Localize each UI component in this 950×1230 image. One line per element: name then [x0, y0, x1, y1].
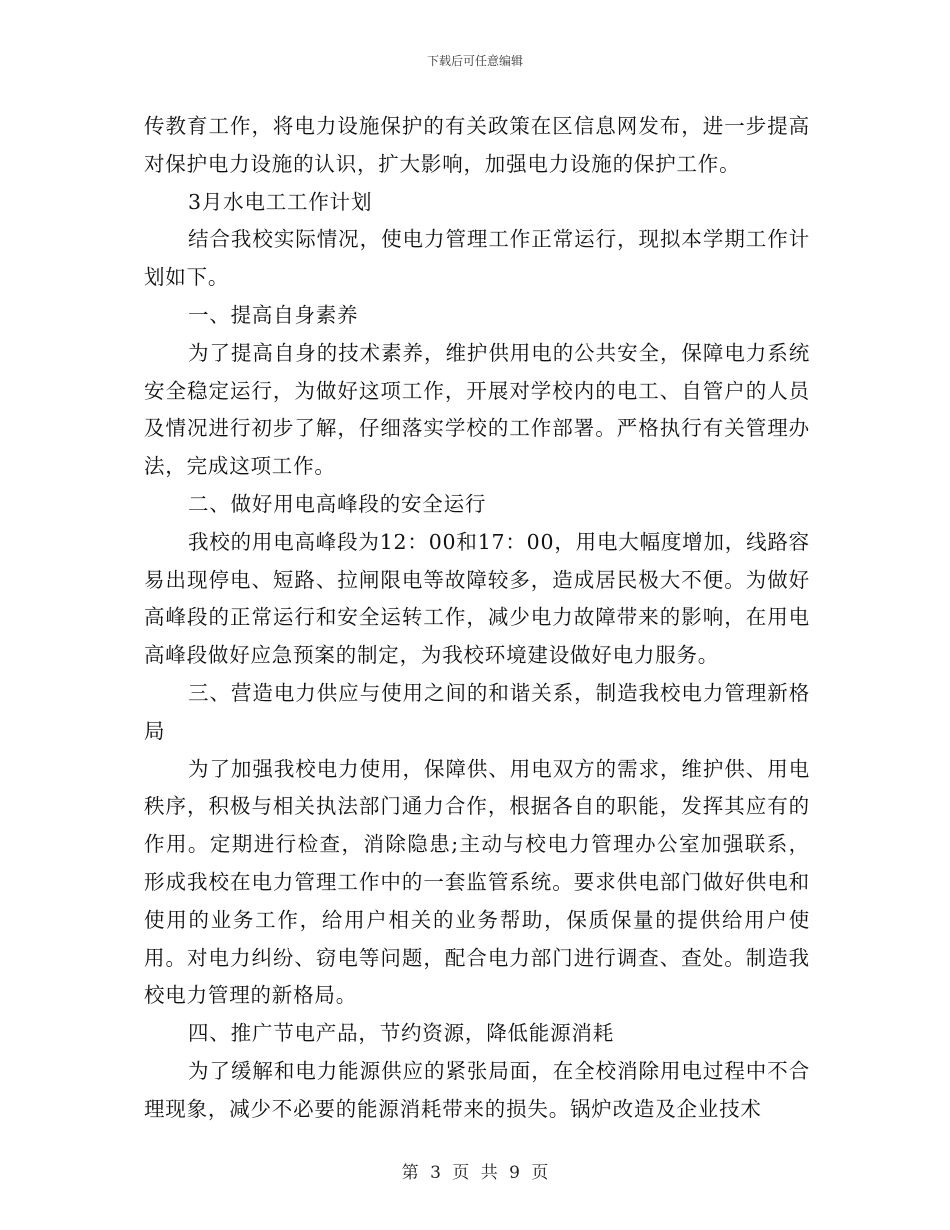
section-body-2: 我校的用电高峰段为12：00和17：00，用电大幅度增加，线路容易出现停电、短路、拉闸限电等故障较多，造成居民极大不便。为做好高峰段的正常运行和安全运转工作，减少电力故障带来的影响，在用电高峰段做好应急预案的制定，为我校环境建设做好电力服务。 [144, 529, 810, 668]
page-header: 下载后可任意编辑 [426, 54, 523, 68]
section-body-4: 为了缓解和电力能源供应的紧张局面，在全校消除用电过程中不合理现象，减少不必要的能源消耗带来的损失。锅炉改造及企业技术 [144, 1058, 810, 1121]
document-title: 3月水电工工作计划 [188, 189, 373, 214]
section-heading-1: 一、提高自身素养 [188, 302, 359, 327]
section-heading-2: 二、做好用电高峰段的安全运行 [188, 491, 487, 516]
section-body-1: 为了提高自身的技术素养，维护供用电的公共安全，保障电力系统安全稳定运行，为做好这项工作，开展对学校内的电工、自管户的人员及情况进行初步了解，仔细落实学校的工作部署。严格执行有关管理办法，完成这项工作。 [144, 340, 810, 479]
page-footer: 第 3 页 共 9 页 [401, 1163, 549, 1183]
intro-paragraph: 结合我校实际情况，使电力管理工作正常运行，现拟本学期工作计划如下。 [144, 227, 810, 290]
section-heading-3: 三、营造电力供应与使用之间的和谐关系，制造我校电力管理新格局 [144, 680, 810, 743]
document-body [144, 108, 810, 1129]
section-heading-4: 四、推广节电产品，节约资源，降低能源消耗 [188, 1021, 614, 1046]
paragraph-continuation: 传教育工作，将电力设施保护的有关政策在区信息网发布，进一步提高对保护电力设施的认识，扩大影响，加强电力设施的保护工作。 [144, 114, 810, 176]
section-body-3: 为了加强我校电力使用，保障供、用电双方的需求，维护供、用电秩序，积极与相关执法部门通力合作，根据各自的职能，发挥其应有的作用。定期进行检查，消除隐患;主动与校电力管理办公室加强联系，形成我校在电力管理工作中的一套监管系统。要求供电部门做好供电和使用的业务工作，给用户相关的业务帮助，保质保量的提供给用户使用。对电力纠纷、窃电等问题，配合电力部门进行调查、查处。制造我校电力管理的新格局。 [144, 756, 810, 1008]
